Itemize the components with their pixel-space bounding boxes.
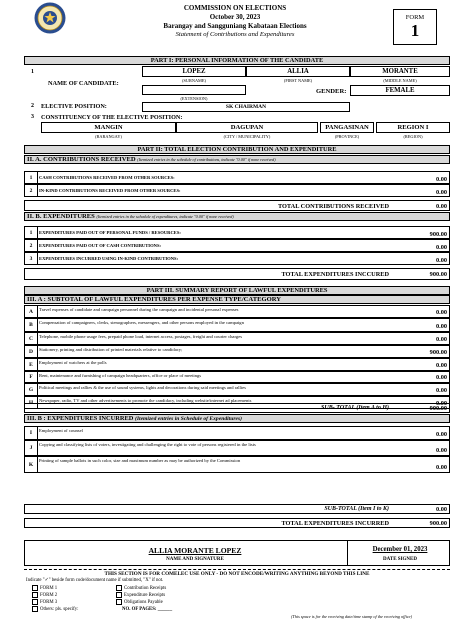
expense-category-desc: Newspaper, radio, TV and other advertisements to promote the candidacy, including website/internet ad placements [39, 398, 252, 403]
part1-title: PART I: PERSONAL INFORMATION OF THE CANDIDATE [24, 56, 450, 65]
expenditure-row-number: 1 [25, 227, 38, 238]
checkbox-icon[interactable] [32, 599, 38, 605]
elective-position-value: SK CHAIRMAN [225, 104, 267, 110]
gender-field[interactable] [350, 85, 450, 96]
total-contributions-row [24, 200, 450, 211]
expense-category-row [24, 440, 450, 456]
receipt-check-label: Obligations Payable [124, 600, 163, 606]
surname-value: LOPEZ [182, 68, 206, 75]
subtotal-b-label: SUB-TOTAL (Item I to K) [324, 506, 389, 512]
receipts-checklist [116, 585, 172, 613]
statement-subtitle: Statement of Contributions and Expenditures [175, 31, 295, 38]
expense-category-desc: Compensation of campaigners, clerks, stenographers, messengers, and other persons employed in the campaign [39, 320, 244, 325]
item-number-3: 3 [31, 114, 34, 120]
total-expenditures-label: TOTAL EXPENDITURES INCCURED [281, 271, 389, 278]
contribution-row-desc: IN-KIND CONTRIBUTIONS RECEIVED FROM OTHER SOURCES: [39, 188, 181, 193]
constituency-label: CONSTITUENCY OF THE ELECTIVE POSITION: [41, 114, 183, 121]
checkbox-icon[interactable] [32, 592, 38, 598]
receiving-stamp-area [253, 585, 450, 617]
first-name-value: ALLIA [287, 68, 309, 75]
expense-category-amount: 0.00 [435, 387, 447, 394]
signature-block [24, 540, 450, 566]
contribution-row [24, 184, 450, 197]
expense-category-letter: B [25, 319, 38, 331]
contribution-row-amount: 0.00 [435, 176, 447, 183]
expense-category-amount: 0.00 [435, 323, 447, 330]
expenditure-row-number: 2 [25, 240, 38, 251]
form-check-item[interactable] [32, 606, 79, 613]
form-label: FORM [405, 14, 425, 21]
expense-category-amount: 0.00 [435, 400, 447, 407]
expense-category-desc: Political meetings and rallies & the use of sound systems, lights and decorations during said meetings and rallies [39, 385, 246, 390]
expense-category-amount: 0.00 [435, 431, 447, 438]
region-caption: (REGION) [403, 134, 423, 139]
expenditure-row [24, 239, 450, 252]
form-check-label: Others: pls. specify: [40, 607, 79, 613]
total-incurred-amount: 900.00 [429, 520, 447, 527]
expenditure-row-amount: 900.00 [429, 231, 447, 238]
first-name-caption: (FIRST NAME) [283, 78, 313, 83]
header-date: October 30, 2023 [209, 13, 261, 21]
checkbox-icon[interactable] [32, 585, 38, 591]
province-field[interactable] [320, 122, 374, 133]
expense-category-amount: 0.00 [435, 336, 447, 343]
gender-label: GENDER: [316, 88, 347, 95]
date-signed-caption: DATE SIGNED [383, 557, 417, 562]
subtotal-b-amount: 0.00 [435, 506, 447, 513]
expense-category-row [24, 318, 450, 332]
expenditure-row [24, 252, 450, 265]
comelec-instruction: Indicate "✓" beside form code/document name if submitted, "X" if not. [26, 578, 164, 583]
comelec-seal [34, 2, 66, 34]
extension-caption: (EXTENSION) [180, 96, 208, 101]
contribution-row-amount: 0.00 [435, 189, 447, 196]
expense-category-letter: A [25, 306, 38, 317]
expense-category-desc: Telephone, mobile phone usage fees, prepaid phone load, internet access, postages, freight and courier charges [39, 334, 243, 339]
expense-category-desc: Employment of watchers at the polls [39, 360, 107, 365]
subtotal-a-row [24, 403, 450, 413]
total-expenditures-amount: 900.00 [429, 271, 447, 278]
expenditures-note: (Itemized entries in the schedule of expenditures, indicate "0.00" if none received) [96, 214, 234, 219]
barangay-value: MANGIN [94, 124, 123, 131]
expense-category-amount: 0.00 [435, 464, 447, 471]
subtotal-b-heading [24, 414, 450, 423]
signature-divider [347, 541, 348, 565]
pages-count[interactable]: NO. OF PAGES: ______ [122, 607, 173, 613]
expense-category-desc: Travel expenses of candidate and campaign personnel during the campaign and incidental personal expenses [39, 307, 239, 312]
subtotal-b-row [24, 504, 450, 514]
expense-category-amount: 0.00 [435, 374, 447, 381]
surname-field[interactable] [142, 66, 246, 77]
name-of-candidate-label: NAME OF CANDIDATE: [48, 80, 119, 87]
expense-category-desc: Stationery, printing and distribution of printed materials relative to candidacy; [39, 347, 183, 352]
receipt-check-item[interactable] [116, 592, 172, 599]
candidate-signature-name: ALLIA MORANTE LOPEZ [148, 546, 242, 555]
contributions-note: (Itemized entries in the schedule of contributions, indicate "0.00" if none received) [137, 157, 276, 162]
region-field[interactable] [376, 122, 450, 133]
checkbox-icon[interactable] [116, 592, 122, 598]
contribution-row-number: 2 [25, 185, 38, 196]
part2-title: PART II: TOTAL ELECTION CONTRIBUTION AND EXPENDITURE [24, 145, 450, 154]
surname-caption: (SURNAME) [182, 78, 206, 83]
expense-category-desc: Employment of counsel [39, 428, 83, 433]
expense-category-desc: Rent, maintenance and furnishing of campaign headquarters, office or place of meetings [39, 373, 202, 378]
expenditures-title: II. B. EXPENDITURES [27, 213, 95, 220]
elective-position-label: ELECTIVE POSITION: [41, 103, 107, 110]
expense-category-letter: J [25, 441, 38, 455]
form-number-box [393, 9, 437, 45]
checkbox-icon[interactable] [116, 599, 122, 605]
total-incurred-row [24, 518, 450, 528]
form-check-item[interactable] [32, 592, 79, 599]
receipt-check-label: Expenditure Receipts [124, 593, 166, 599]
form-check-item[interactable] [32, 599, 79, 606]
contribution-row [24, 171, 450, 184]
city-value: DAGUPAN [230, 124, 264, 131]
expenditures-heading [24, 212, 450, 221]
city-caption: (CITY / MUNICIPALITY) [223, 134, 271, 139]
forms-checklist [32, 585, 79, 613]
expense-category-row [24, 332, 450, 345]
expense-category-letter: D [25, 346, 38, 357]
expense-category-row [24, 383, 450, 396]
checkbox-icon[interactable] [32, 606, 38, 612]
form-check-label: FORM 1 [40, 586, 58, 592]
pages-label: NO. OF PAGES: [122, 607, 157, 613]
election-name: Barangay and Sangguniang Kabataan Elections [163, 22, 307, 30]
expense-category-row [24, 426, 450, 440]
receipt-check-item[interactable] [116, 585, 172, 592]
expense-category-letter: C [25, 333, 38, 344]
expenditure-row-number: 3 [25, 253, 38, 264]
expense-category-amount: 0.00 [435, 309, 447, 316]
expense-category-row [24, 456, 450, 473]
expense-category-amount: 0.00 [435, 447, 447, 454]
contribution-row-desc: CASH CONTRIBUTIONS RECEIVED FROM OTHER SOURCES: [39, 175, 175, 180]
expense-category-letter: I [25, 427, 38, 439]
expense-category-amount: 0.00 [435, 362, 447, 369]
barangay-field[interactable] [41, 122, 176, 133]
expenditure-row-desc: EXPENDITURES PAID OUT OF PERSONAL FUNDS / RESOURCES: [39, 230, 181, 235]
expense-category-letter: K [25, 457, 38, 472]
expenditure-row-desc: EXPENDITURES PAID OUT OF CASH CONTRIBUTIONS: [39, 243, 162, 248]
subtotal-a-label: SUB- TOTAL (Item A to H) [321, 405, 389, 411]
cut-line [24, 569, 450, 570]
total-incurred-label: TOTAL EXPENDITURES INCURRED [281, 520, 389, 527]
expense-category-desc: Copying and classifying lists of voters, investigating and challenging the right to vote of persons registered in the lists [39, 442, 256, 447]
receipt-check-label: Contribution Receipts [124, 586, 167, 592]
subtotal-a-amount: 900.00 [429, 405, 447, 412]
first-name-field[interactable] [246, 66, 350, 77]
total-contributions-label: TOTAL CONTRIBUTIONS RECEIVED [277, 203, 389, 210]
expense-category-letter: E [25, 359, 38, 370]
expense-category-row [24, 345, 450, 358]
date-signed-value: December 01, 2023 [372, 546, 428, 553]
gender-value: FEMALE [385, 87, 415, 94]
comelec-use-title: THIS SECTION IS FOR COMELEC USE ONLY - DO NOT ENCODE/WRITING ANYTHING BEYOND THIS LINE [104, 571, 370, 577]
expenditure-row-amount: 0.00 [435, 257, 447, 264]
expense-category-letter: F [25, 372, 38, 382]
middle-name-value: MORANTE [382, 68, 418, 75]
form-number: 1 [410, 21, 420, 40]
expenditure-row-desc: EXPENDITURES INCURRED USING IN-KIND CONTRIBUTIONS: [39, 256, 179, 261]
contributions-title: II. A. CONTRIBUTIONS RECEIVED [27, 156, 136, 163]
extension-field[interactable] [142, 85, 246, 95]
subtotal-a-heading: III. A : SUBTOTAL OF LAWFUL EXPENDITURES PER EXPENSE TYPE/CATEGORY [24, 295, 450, 304]
stamp-area-note: (This space is for the receiving date/time stamp of the receiving office) [290, 614, 413, 619]
total-contributions-amount: 0.00 [435, 203, 447, 210]
form-check-item[interactable] [32, 585, 79, 592]
province-caption: (PROVINCE) [334, 134, 360, 139]
middle-name-caption: (MIDDLE NAME) [383, 78, 417, 83]
commission-title: COMMISSION ON ELECTIONS [183, 4, 287, 12]
elective-position-field[interactable] [142, 102, 350, 112]
receipt-check-item[interactable] [116, 599, 172, 606]
contributions-heading [24, 155, 450, 164]
checkbox-icon[interactable] [116, 585, 122, 591]
item-number-1: 1 [31, 69, 34, 75]
middle-name-field[interactable] [350, 66, 450, 77]
total-expenditures-row [24, 268, 450, 280]
province-value: PANGASINAN [325, 124, 369, 131]
part3-title: PART III. SUMMARY REPORT OF LAWFUL EXPENDITURES [24, 286, 450, 295]
expenditure-row-amount: 0.00 [435, 244, 447, 251]
city-field[interactable] [176, 122, 318, 133]
name-signature-caption: NAME AND SIGNATURE [166, 557, 224, 562]
expense-category-desc: Printing of sample ballots in such color, size and maximum number as may be authorized by the Commission [39, 458, 241, 463]
expense-category-row [24, 305, 450, 318]
subtotal-b-note: (Itemized entries in Schedule of Expenditures) [134, 416, 243, 422]
expense-category-row [24, 358, 450, 371]
subtotal-b-title: III. B : EXPENDITURES INCURRED [27, 415, 134, 422]
expense-category-row [24, 371, 450, 383]
region-value: REGION I [397, 124, 429, 131]
contribution-row-number: 1 [25, 172, 38, 183]
item-number-2: 2 [31, 103, 34, 109]
expense-category-amount: 900.00 [429, 349, 447, 356]
barangay-caption: (BARANGAY) [95, 134, 122, 139]
expense-category-letter: H [25, 397, 38, 408]
form-check-label: FORM 2 [40, 593, 58, 599]
expense-category-letter: G [25, 384, 38, 395]
expenditure-row [24, 226, 450, 239]
form-check-label: FORM 3 [40, 600, 58, 606]
